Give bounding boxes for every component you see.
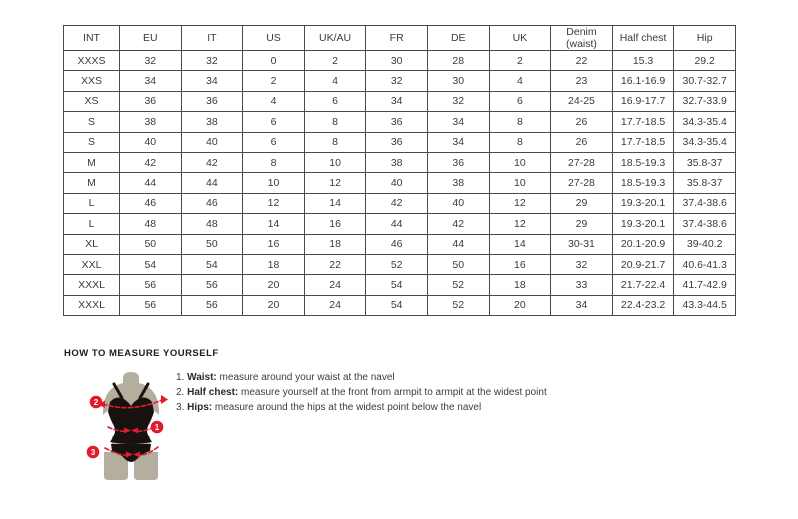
size-cell: 35.8-37	[674, 152, 736, 172]
size-cell: 16	[489, 254, 551, 274]
size-row	[64, 234, 736, 254]
hips-marker-number: 3	[90, 448, 96, 457]
column-header: IT	[181, 26, 243, 51]
column-header: INT	[64, 26, 120, 51]
measure-section-title: HOW TO MEASURE YOURSELF	[64, 348, 219, 359]
size-cell: 8	[304, 132, 366, 152]
size-cell: 34	[366, 91, 428, 111]
size-cell: 34.3-35.4	[674, 132, 736, 152]
size-cell: 56	[181, 295, 243, 315]
step-label: Waist:	[187, 372, 217, 383]
size-cell: 18	[304, 234, 366, 254]
waist-marker-badge	[151, 421, 164, 434]
size-row	[64, 275, 736, 295]
size-chart-body	[64, 51, 736, 316]
size-cell: 12	[304, 173, 366, 193]
size-cell: 4	[489, 71, 551, 91]
size-row	[64, 193, 736, 213]
size-cell: 42	[427, 214, 489, 234]
size-cell: XXXL	[64, 295, 120, 315]
size-cell: 12	[243, 193, 305, 213]
size-cell: 44	[366, 214, 428, 234]
size-cell: 8	[489, 132, 551, 152]
size-cell: 10	[489, 173, 551, 193]
size-cell: 29	[551, 193, 613, 213]
step-text: measure yourself at the front from armpit to armpit at the widest point	[241, 387, 547, 398]
size-cell: L	[64, 193, 120, 213]
mannequin-illustration	[78, 368, 188, 486]
size-cell: 36	[120, 91, 182, 111]
size-cell: 50	[120, 234, 182, 254]
size-cell: 50	[427, 254, 489, 274]
size-cell: 38	[427, 173, 489, 193]
size-cell: 6	[243, 112, 305, 132]
size-cell: 48	[181, 214, 243, 234]
size-cell: 17.7-18.5	[612, 112, 674, 132]
size-cell: 4	[243, 91, 305, 111]
size-cell: 40	[181, 132, 243, 152]
size-cell: 42	[366, 193, 428, 213]
size-cell: 36	[427, 152, 489, 172]
size-cell: 24	[304, 275, 366, 295]
step-label: Half chest:	[187, 387, 239, 398]
size-cell: 41.7-42.9	[674, 275, 736, 295]
size-cell: 10	[243, 173, 305, 193]
size-cell: 4	[304, 71, 366, 91]
size-cell: 34	[551, 295, 613, 315]
size-cell: 10	[304, 152, 366, 172]
size-cell: 20	[489, 295, 551, 315]
size-cell: 32	[181, 51, 243, 71]
size-cell: 39-40.2	[674, 234, 736, 254]
step-number: 2.	[176, 387, 185, 398]
size-cell: 36	[181, 91, 243, 111]
size-cell: 6	[243, 132, 305, 152]
measure-step	[176, 400, 547, 415]
size-cell: 38	[120, 112, 182, 132]
size-cell: 19.3-20.1	[612, 193, 674, 213]
size-chart-table	[63, 25, 736, 316]
size-cell: 32	[551, 254, 613, 274]
size-cell: 32	[366, 71, 428, 91]
size-cell: 22	[551, 51, 613, 71]
size-cell: 54	[366, 295, 428, 315]
size-cell: 56	[120, 275, 182, 295]
size-cell: 8	[243, 152, 305, 172]
size-cell: 38	[181, 112, 243, 132]
size-cell: 34	[120, 71, 182, 91]
size-cell: XXXS	[64, 51, 120, 71]
size-cell: 44	[427, 234, 489, 254]
size-cell: 23	[551, 71, 613, 91]
size-cell: 35.8-37	[674, 173, 736, 193]
size-cell: 15.3	[612, 51, 674, 71]
size-cell: 10	[489, 152, 551, 172]
column-header: UK	[489, 26, 551, 51]
size-cell: 6	[489, 91, 551, 111]
size-cell: S	[64, 112, 120, 132]
size-cell: 24	[304, 295, 366, 315]
column-header: Denim (waist)	[551, 26, 613, 51]
size-cell: 19.3-20.1	[612, 214, 674, 234]
size-row	[64, 51, 736, 71]
size-cell: 34	[181, 71, 243, 91]
size-cell: M	[64, 173, 120, 193]
size-cell: S	[64, 132, 120, 152]
size-cell: 52	[427, 275, 489, 295]
size-cell: 46	[181, 193, 243, 213]
step-number: 3.	[176, 402, 185, 413]
size-cell: 26	[551, 112, 613, 132]
size-cell: 54	[120, 254, 182, 274]
size-cell: 27-28	[551, 173, 613, 193]
size-cell: 17.7-18.5	[612, 132, 674, 152]
column-header: DE	[427, 26, 489, 51]
size-cell: 34	[427, 112, 489, 132]
size-cell: 29	[551, 214, 613, 234]
size-cell: 36	[366, 132, 428, 152]
measure-step	[176, 385, 547, 400]
size-cell: 43.3-44.5	[674, 295, 736, 315]
column-header: EU	[120, 26, 182, 51]
size-cell: 54	[181, 254, 243, 274]
chest-marker-badge	[90, 396, 103, 409]
size-cell: 30-31	[551, 234, 613, 254]
size-cell: 32	[427, 91, 489, 111]
size-cell: XS	[64, 91, 120, 111]
size-cell: 18.5-19.3	[612, 152, 674, 172]
size-cell: 28	[427, 51, 489, 71]
size-cell: 32	[120, 51, 182, 71]
size-cell: 42	[120, 152, 182, 172]
size-cell: 52	[366, 254, 428, 274]
size-cell: 40	[120, 132, 182, 152]
size-row	[64, 112, 736, 132]
size-cell: 46	[366, 234, 428, 254]
size-cell: 14	[243, 214, 305, 234]
size-cell: 40	[366, 173, 428, 193]
size-row	[64, 132, 736, 152]
size-cell: 33	[551, 275, 613, 295]
size-cell: 2	[304, 51, 366, 71]
size-cell: 12	[489, 193, 551, 213]
column-header: Hip	[674, 26, 736, 51]
size-cell: M	[64, 152, 120, 172]
size-cell: 37.4-38.6	[674, 214, 736, 234]
hips-marker-badge	[87, 446, 100, 459]
size-cell: 21.7-22.4	[612, 275, 674, 295]
step-number: 1.	[176, 372, 185, 383]
step-label: Hips:	[187, 402, 213, 413]
column-header: Half chest	[612, 26, 674, 51]
size-chart-header-row	[64, 26, 736, 51]
size-cell: 20.1-20.9	[612, 234, 674, 254]
size-cell: 18	[489, 275, 551, 295]
step-text: measure around your waist at the navel	[219, 372, 395, 383]
size-cell: 16.1-16.9	[612, 71, 674, 91]
size-cell: 12	[489, 214, 551, 234]
size-cell: 40.6-41.3	[674, 254, 736, 274]
size-cell: 22.4-23.2	[612, 295, 674, 315]
size-cell: 14	[489, 234, 551, 254]
size-cell: XXL	[64, 254, 120, 274]
size-cell: 40	[427, 193, 489, 213]
size-cell: 18.5-19.3	[612, 173, 674, 193]
size-cell: 46	[120, 193, 182, 213]
size-cell: L	[64, 214, 120, 234]
size-cell: 0	[243, 51, 305, 71]
size-cell: XL	[64, 234, 120, 254]
size-cell: 18	[243, 254, 305, 274]
size-row	[64, 173, 736, 193]
size-row	[64, 91, 736, 111]
size-cell: 32.7-33.9	[674, 91, 736, 111]
size-row	[64, 254, 736, 274]
size-cell: 44	[120, 173, 182, 193]
measurement-figure	[78, 368, 188, 486]
size-cell: 16	[304, 214, 366, 234]
column-header: FR	[366, 26, 428, 51]
size-cell: 56	[181, 275, 243, 295]
size-cell: 16	[243, 234, 305, 254]
size-cell: 8	[304, 112, 366, 132]
size-cell: 20	[243, 295, 305, 315]
size-cell: 24-25	[551, 91, 613, 111]
chest-marker-number: 2	[93, 398, 99, 407]
size-cell: 30.7-32.7	[674, 71, 736, 91]
size-cell: 22	[304, 254, 366, 274]
column-header: US	[243, 26, 305, 51]
size-cell: 20	[243, 275, 305, 295]
size-cell: 26	[551, 132, 613, 152]
size-cell: 42	[181, 152, 243, 172]
size-cell: 50	[181, 234, 243, 254]
size-row	[64, 71, 736, 91]
chest-arrow	[161, 395, 168, 404]
size-cell: 48	[120, 214, 182, 234]
size-row	[64, 152, 736, 172]
size-cell: XXS	[64, 71, 120, 91]
measure-instructions	[176, 370, 547, 415]
size-cell: 30	[366, 51, 428, 71]
size-cell: 20.9-21.7	[612, 254, 674, 274]
size-cell: 6	[304, 91, 366, 111]
size-cell: 52	[427, 295, 489, 315]
size-cell: 29.2	[674, 51, 736, 71]
size-cell: 16.9-17.7	[612, 91, 674, 111]
measure-step	[176, 370, 547, 385]
step-text: measure around the hips at the widest point below the navel	[214, 402, 482, 413]
size-cell: 14	[304, 193, 366, 213]
size-cell: 27-28	[551, 152, 613, 172]
size-cell: 54	[366, 275, 428, 295]
size-cell: 2	[243, 71, 305, 91]
size-row	[64, 214, 736, 234]
size-row	[64, 295, 736, 315]
column-header: UK/AU	[304, 26, 366, 51]
size-cell: XXXL	[64, 275, 120, 295]
size-cell: 38	[366, 152, 428, 172]
size-cell: 8	[489, 112, 551, 132]
size-cell: 34.3-35.4	[674, 112, 736, 132]
size-cell: 44	[181, 173, 243, 193]
size-cell: 2	[489, 51, 551, 71]
size-cell: 34	[427, 132, 489, 152]
size-cell: 30	[427, 71, 489, 91]
size-cell: 36	[366, 112, 428, 132]
size-cell: 37.4-38.6	[674, 193, 736, 213]
waist-marker-number: 1	[154, 423, 160, 432]
size-cell: 56	[120, 295, 182, 315]
